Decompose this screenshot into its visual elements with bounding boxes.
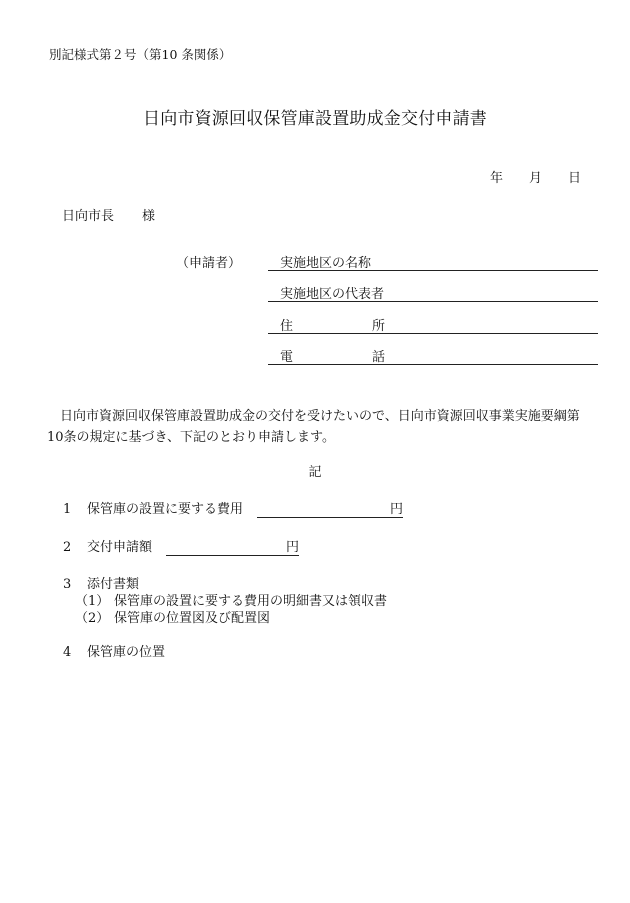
form-title: 日向市資源回収保管庫設置助成金交付申請書 <box>143 109 487 129</box>
item-label: 保管庫の設置に要する費用 <box>87 502 244 517</box>
statement-text: 日向市資源回収保管庫設置助成金の交付を受けたいので、日向市資源回収事業実施要綱第10条の規定に基づき、下記のとおり申請します。 <box>47 409 580 445</box>
sub-number: （2） <box>75 611 110 626</box>
installation-cost-input[interactable] <box>257 502 390 518</box>
requested-amount-input[interactable] <box>166 540 286 556</box>
yen-unit: 円 <box>390 502 404 517</box>
item-number: 4 <box>63 645 72 660</box>
address-label-char-1: 住 <box>280 319 294 334</box>
attachment-2 <box>75 607 270 626</box>
ki-heading: 記 <box>308 465 322 480</box>
district-name-label: 実施地区の名称 <box>280 256 372 271</box>
item-label: 保管庫の位置 <box>87 645 166 660</box>
date-line <box>490 167 581 186</box>
item-requested-amount <box>63 536 299 556</box>
phone-label-char-2: 話 <box>372 350 386 365</box>
district-representative-label: 実施地区の代表者 <box>280 287 385 302</box>
date-year-label: 年 <box>490 171 504 186</box>
phone-field[interactable] <box>268 346 598 365</box>
address-field[interactable] <box>268 315 598 334</box>
item-number: 1 <box>63 502 72 517</box>
item-label: 添付書類 <box>87 577 140 592</box>
addressee <box>62 205 155 224</box>
item-number: 3 <box>63 577 72 592</box>
item-location <box>63 641 165 660</box>
sub-label: 保管庫の位置図及び配置図 <box>114 611 271 626</box>
sub-number: （1） <box>75 594 110 609</box>
yen-unit: 円 <box>286 540 300 555</box>
applicant-label: （申請者） <box>176 256 242 271</box>
item-number: 2 <box>63 540 72 555</box>
item-label: 交付申請額 <box>87 540 153 555</box>
form-number: 別記様式第２号（第10 条関係） <box>49 47 232 62</box>
date-month-label: 月 <box>529 171 543 186</box>
addressee-name: 日向市長 <box>62 209 115 224</box>
sub-label: 保管庫の設置に要する費用の明細書又は領収書 <box>114 594 388 609</box>
item-installation-cost <box>63 498 403 518</box>
addressee-honorific: 様 <box>142 209 156 224</box>
application-statement <box>47 406 587 448</box>
address-label-char-2: 所 <box>372 319 386 334</box>
phone-label-char-1: 電 <box>280 350 294 365</box>
date-day-label: 日 <box>568 171 582 186</box>
